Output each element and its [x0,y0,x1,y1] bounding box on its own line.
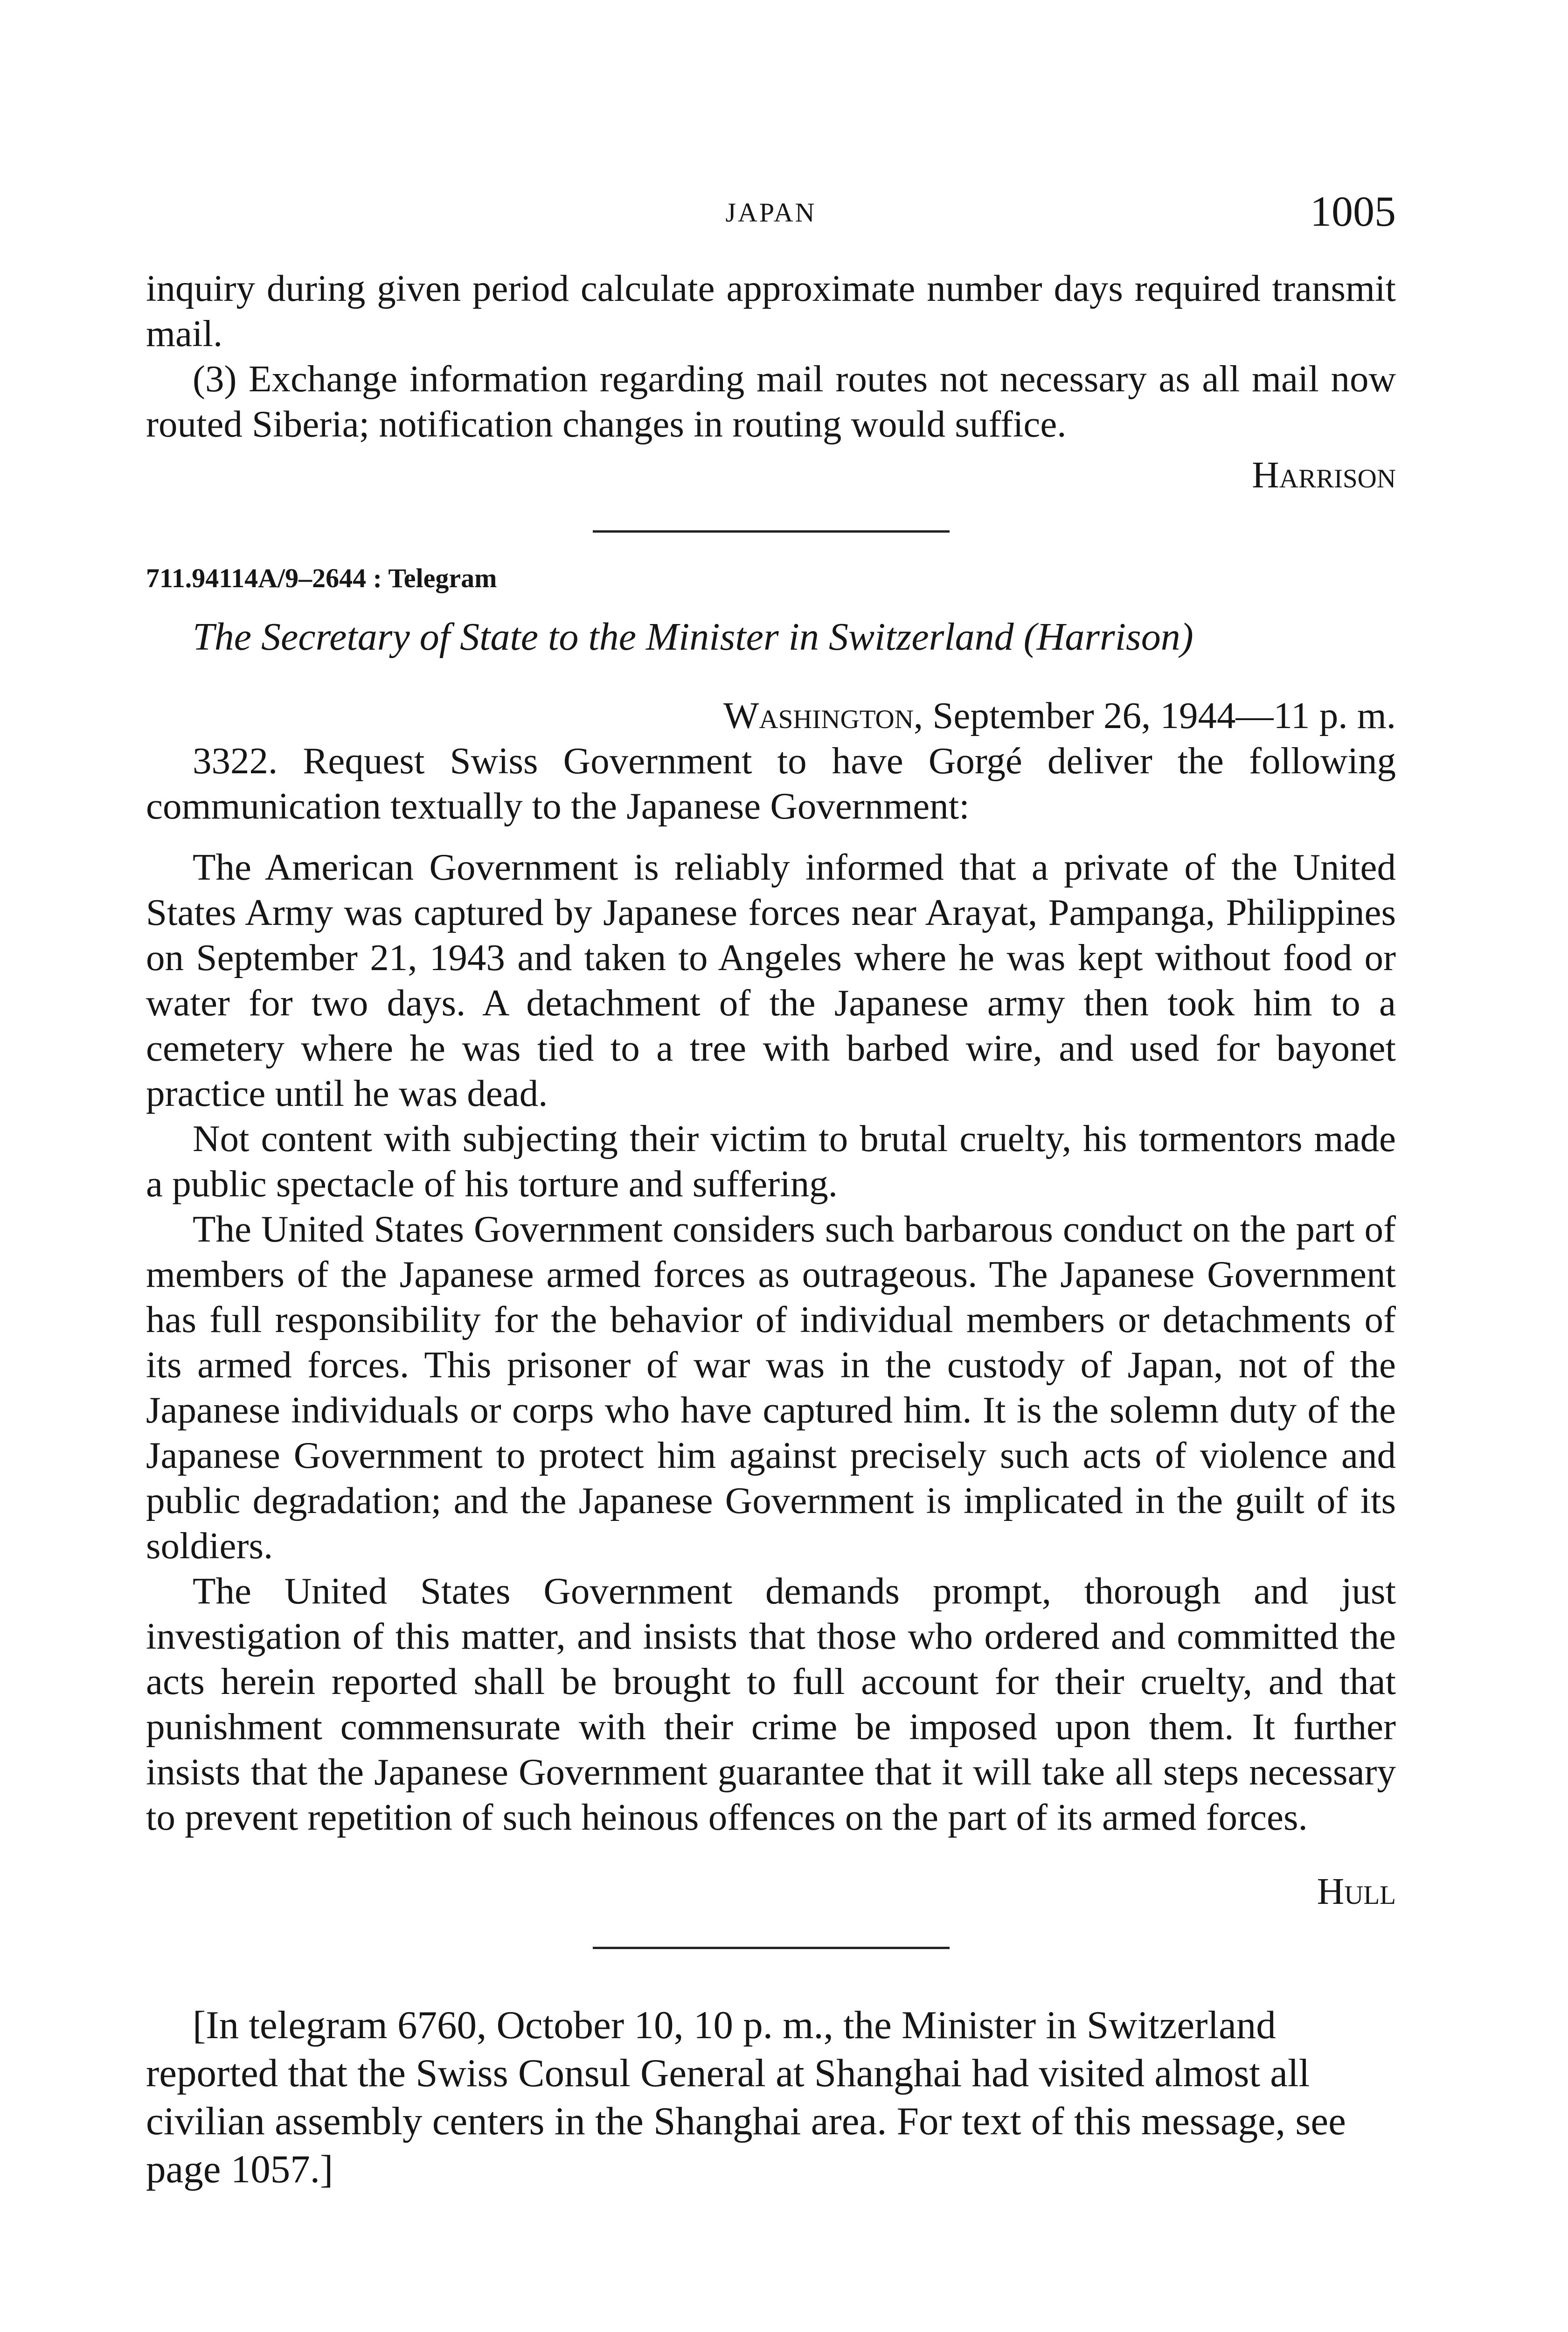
file-reference: 711.94114A/9–2644 : Telegram [146,563,497,593]
dateline [146,693,1396,738]
running-head: JAPAN [725,197,817,228]
signature-harrison: Harrison [1252,454,1396,496]
page-header [146,187,1396,238]
quoted-communication [146,845,1396,1840]
editorial-note: [In telegram 6760, October 10, 10 p. m., the Minister in Switzerland reported that the Swiss Consul General at Shanghai had visited almost all civilian assembly centers in the Shanghai area. For text of this message, see page 1057.] [146,2003,1346,2191]
continuation-paragraph-1: inquiry during given period calculate approximate number days required transmit mail. [146,267,1396,354]
page-body [146,266,1396,2193]
dateline-place: Washington [723,694,914,736]
continuation-paragraph-2: (3) Exchange information regarding mail routes not necessary as all mail now routed Siberia; notification changes in routing would suffice. [146,358,1396,445]
telegram-intro: 3322. Request Swiss Government to have Gorgé deliver the following communication textually to the Japanese Government: [146,740,1396,827]
document-title: The Secretary of State to the Minister in Switzerland (Harrison) [193,615,1193,659]
quote-paragraph-2: Not content with subjecting their victim to brutal cruelty, his tormentors made a public spectacle of his torture and suffering. [146,1117,1396,1205]
section-divider [593,1947,950,1949]
quote-paragraph-1: The American Government is reliably informed that a private of the United States Army was captured by Japanese forces near Arayat, Pampanga, Philippines on September 21, 1943 and taken to Angeles where he was kept without food or water for two days. A detachment of the Japanese army then took him to a cemetery where he was tied to a tree with barbed wire, and used for bayonet practice until he was dead. [146,846,1396,1114]
section-divider [593,530,950,533]
page-number: 1005 [1310,187,1396,235]
signature-hull: Hull [1317,1870,1396,1912]
quote-paragraph-3: The United States Government considers such barbarous conduct on the part of members of the Japanese armed forces as outrageous. The Japanese Government has full responsibility for the behavior of individual members or detachments of its armed forces. This prisoner of war was in the custody of Japan, not of the Japanese individuals or corps who have captured him. It is the solemn duty of the Japanese Government to protect him against precisely such acts of violence and public degradation; and the Japanese Government is implicated in the guilt of its soldiers. [146,1208,1396,1567]
dateline-date: , September 26, 1944—11 p. m. [913,694,1396,736]
quote-paragraph-4: The United States Government demands prompt, thorough and just investigation of this matter, and insists that those who ordered and committed the acts herein reported shall be brought to full account for their cruelty, and that punishment commensurate with their crime be imposed upon them. It further insists that the Japanese Government guarantee that it will take all steps necessary to prevent repetition of such heinous offences on the part of its armed forces. [146,1570,1396,1838]
